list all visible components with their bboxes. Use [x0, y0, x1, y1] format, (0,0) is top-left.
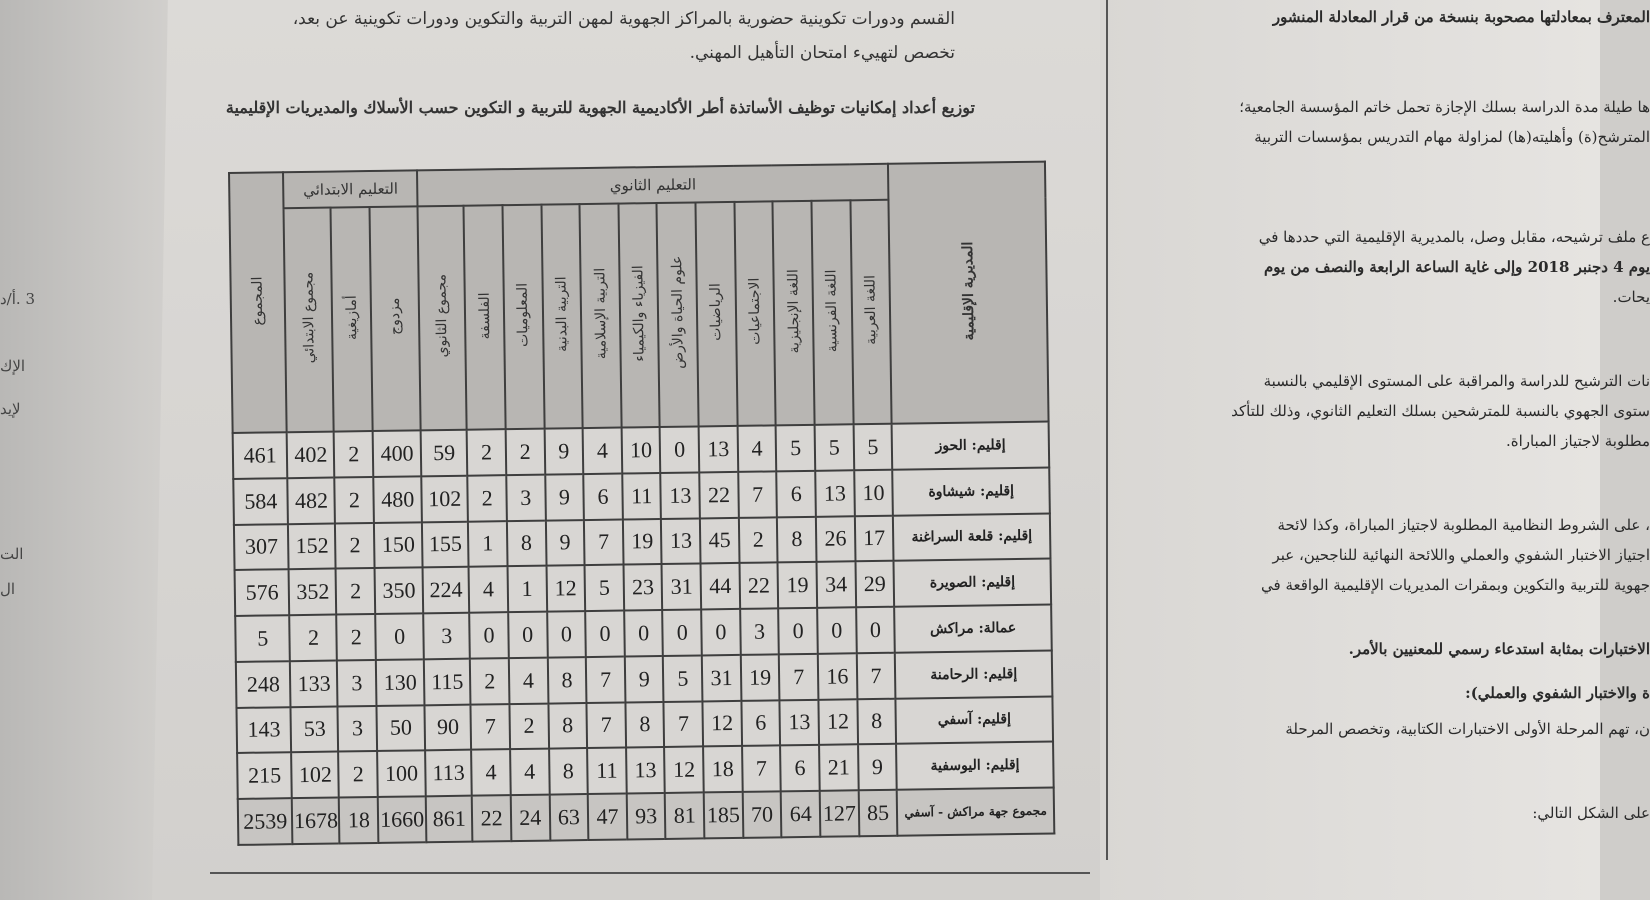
- table-cell: 8: [548, 703, 587, 749]
- table-cell: 2: [467, 429, 506, 475]
- table-cell: 4: [509, 657, 548, 703]
- table-cell: 350: [375, 568, 424, 614]
- table-cell: 5: [776, 425, 815, 471]
- table-cell: 12: [665, 747, 704, 793]
- table-cell: 21: [819, 745, 858, 791]
- subject-header: التربية الإسلامية: [580, 204, 622, 429]
- table-cell: 0: [856, 607, 895, 653]
- right-line: ستوى الجهوي بالنسبة للمترشحين بسلك التعليم الثانوي، وذلك للتأكد: [1231, 402, 1650, 420]
- table-cell: 0: [779, 608, 818, 654]
- header-secondary: التعليم الثانوي: [417, 164, 889, 207]
- table-cell: 2: [334, 431, 373, 477]
- table-cell: 5: [853, 424, 892, 470]
- table-cell: 22: [472, 795, 511, 841]
- table-cell: 17: [855, 515, 894, 561]
- data-table: [228, 161, 1055, 846]
- table-cell: 16: [818, 653, 857, 699]
- table-cell: 31: [662, 564, 701, 610]
- table-cell: 0: [508, 612, 547, 658]
- table-cell: 133: [290, 660, 338, 706]
- directorate-name: إقليم: الرحامنة: [895, 650, 1052, 698]
- table-cell: 10: [621, 427, 660, 473]
- left-fragment: 3 .أ/د: [0, 290, 35, 308]
- table-cell: 18: [703, 746, 742, 792]
- table-cell: 13: [815, 470, 854, 516]
- table-cell: 13: [780, 699, 819, 745]
- table-cell: 22: [739, 563, 778, 609]
- table-cell: 2: [470, 658, 509, 704]
- table-cell: 150: [374, 522, 423, 568]
- table-cell: 0: [701, 609, 740, 655]
- table-cell: 11: [622, 473, 661, 519]
- table-cell: 584: [233, 478, 288, 525]
- table-cell: 11: [587, 748, 626, 794]
- table-cell: 24: [511, 795, 550, 841]
- subject-header: التربية البدنية: [541, 204, 583, 429]
- table-cell: 352: [289, 569, 337, 615]
- right-line: على الشكل التالي:: [1532, 804, 1650, 822]
- table-cell: 50: [377, 705, 426, 751]
- right-line: جهوية للتربية والتكوين وبمقرات المديريات الإقليمية الواقعة في: [1261, 576, 1650, 594]
- right-line: اجتياز الاختبار الشفوي والعملي واللائحة النهائية للناجحين، عبر: [1272, 546, 1650, 564]
- table-cell: 7: [586, 656, 625, 702]
- table-cell: 8: [547, 657, 586, 703]
- column-divider: [1106, 0, 1108, 860]
- table-cell: 13: [626, 747, 665, 793]
- right-line: يوم 4 دجنبر 2018 وإلى غاية الساعة الرابعة والنصف من يوم: [1263, 258, 1650, 276]
- table-cell: 7: [584, 519, 623, 565]
- table-cell: 1: [507, 566, 546, 612]
- table-cell: 224: [423, 567, 470, 613]
- table-cell: 47: [588, 794, 627, 840]
- table-cell: 0: [375, 613, 424, 659]
- subject-header: الفلسفة: [464, 205, 506, 430]
- directorate-name: إقليم: قلعة السراغنة: [893, 513, 1050, 561]
- table-cell: 8: [857, 698, 896, 744]
- table-cell: 2: [339, 751, 378, 797]
- table-cell: 18: [339, 797, 378, 843]
- table-cell: 9: [545, 474, 584, 520]
- table-cell: 102: [421, 475, 468, 521]
- right-line: ع ملف ترشيحه، مقابل وصل، بالمديرية الإقليمية التي حددها في: [1258, 228, 1650, 246]
- table-cell: 0: [547, 611, 586, 657]
- table-cell: 2: [509, 703, 548, 749]
- intro-line: القسم ودورات تكوينية حضورية بالمراكز الجهوية لمهن التربية والتكوين ودورات تكوينية عن بعد،: [292, 9, 955, 29]
- table-cell: 0: [469, 612, 508, 658]
- table-cell: 8: [777, 516, 816, 562]
- table-cell: 19: [741, 654, 780, 700]
- table-cell: 19: [623, 519, 662, 565]
- table-cell: 70: [742, 791, 781, 837]
- directorate-name: إقليم: الصويرة: [894, 559, 1051, 607]
- table-cell: 13: [661, 518, 700, 564]
- table-cell: 0: [663, 609, 702, 655]
- table-cell: 2: [290, 615, 338, 661]
- table-cell: 22: [699, 472, 738, 518]
- table-cell: 2: [335, 523, 374, 569]
- subject-header: مجموع الثانوي: [418, 206, 467, 431]
- header-directorate: المديرية الإقليمية: [888, 162, 1048, 424]
- left-fragment: الإك: [0, 357, 26, 375]
- table-cell: 5: [235, 615, 290, 662]
- table-cell: 3: [740, 608, 779, 654]
- table-cell: 31: [702, 655, 741, 701]
- left-fragment: ال: [0, 580, 16, 598]
- table-cell: 2: [506, 429, 545, 475]
- table-cell: 0: [585, 611, 624, 657]
- table-cell: 12: [818, 699, 857, 745]
- table-cell: 4: [510, 749, 549, 795]
- recruitment-table: [228, 161, 1055, 846]
- table-cell: 4: [737, 425, 776, 471]
- table-cell: 115: [424, 658, 471, 704]
- table-cell: 4: [583, 428, 622, 474]
- table-cell: 130: [376, 659, 425, 705]
- subject-header: اللغة الفرنسية: [811, 200, 853, 425]
- table-cell: 64: [781, 791, 820, 837]
- table-cell: 3: [337, 660, 376, 706]
- left-fragment: الت: [0, 545, 24, 563]
- table-cell: 1: [468, 521, 507, 567]
- table-cell: 29: [855, 561, 894, 607]
- table-cell: 102: [292, 752, 340, 798]
- table-cell: 127: [820, 790, 859, 836]
- table-cell: 215: [237, 753, 292, 800]
- table-cell: 6: [741, 700, 780, 746]
- bottom-rule: [210, 872, 1090, 874]
- table-cell: 7: [664, 701, 703, 747]
- table-cell: 4: [469, 566, 508, 612]
- table-cell: 248: [236, 661, 291, 708]
- table-cell: 8: [625, 702, 664, 748]
- table-cell: 53: [291, 706, 339, 752]
- table-cell: 1660: [378, 796, 427, 843]
- table-cell: 93: [627, 793, 666, 839]
- right-line: مطلوبة لاجتياز المباراة.: [1505, 432, 1650, 450]
- directorate-name: إقليم: شيشاوة: [893, 467, 1050, 515]
- table-cell: 861: [426, 796, 473, 843]
- header-primary: التعليم الابتدائي: [283, 170, 417, 208]
- table-cell: 9: [625, 656, 664, 702]
- table-cell: 3: [423, 613, 470, 659]
- table-cell: 8: [507, 520, 546, 566]
- table-cell: 13: [661, 472, 700, 518]
- table-cell: 7: [587, 702, 626, 748]
- subject-header: مزدوج: [370, 206, 421, 431]
- table-cell: 7: [779, 654, 818, 700]
- table-cell: 7: [738, 471, 777, 517]
- table-cell: 2: [739, 517, 778, 563]
- table-cell: 3: [338, 706, 377, 752]
- table-cell: 90: [425, 704, 472, 750]
- table-cell: 5: [815, 424, 854, 470]
- subject-header: الاجتماعيات: [734, 201, 776, 426]
- right-line: ، على الشروط النظامية المطلوبة لاجتياز المباراة، وكذا لائحة: [1277, 516, 1650, 534]
- table-cell: 155: [422, 521, 469, 567]
- subject-header: اللغة العربية: [850, 200, 892, 425]
- subject-header: مجموع الابتدائي: [284, 208, 334, 433]
- table-cell: 63: [549, 794, 588, 840]
- table-cell: 23: [623, 564, 662, 610]
- table-cell: 307: [234, 524, 289, 571]
- table-cell: 10: [854, 470, 893, 516]
- table-cell: 12: [546, 565, 585, 611]
- table-cell: 152: [288, 523, 336, 569]
- right-column-text: [1198, 0, 1650, 880]
- table-cell: 6: [780, 745, 819, 791]
- table-cell: 81: [665, 793, 704, 839]
- table-caption: توزيع أعداد إمكانيات توظيف الأساتذة أطر الأكاديمية الجهوية للتربية و التكوين حسب الأسلاك والمديريات الإقليمية: [225, 98, 975, 117]
- right-line: يحات.: [1612, 288, 1650, 306]
- directorate-name: مجموع جهة مراكش - آسفي: [897, 788, 1054, 836]
- table-cell: 26: [816, 516, 855, 562]
- left-fragment: لإيد: [0, 400, 21, 418]
- table-cell: 19: [778, 562, 817, 608]
- table-cell: 85: [858, 790, 897, 836]
- table-cell: 34: [817, 562, 856, 608]
- table-cell: 1678: [292, 798, 340, 845]
- table-cell: 12: [703, 700, 742, 746]
- table-cell: 480: [373, 476, 422, 522]
- table-cell: 5: [585, 565, 624, 611]
- table-cell: 482: [288, 477, 336, 523]
- subject-header: أمازيغية: [331, 207, 373, 432]
- right-line: نات الترشيح للدراسة والمراقبة على المستوى الإقليمي بالنسبة: [1263, 372, 1650, 390]
- right-line: المعترف بمعادلتها مصحوبة بنسخة من قرار المعادلة المنشور: [1272, 8, 1650, 26]
- directorate-name: عمالة: مراكش: [894, 605, 1051, 653]
- table-cell: 8: [549, 748, 588, 794]
- directorate-name: إقليم: اليوسفية: [896, 742, 1053, 790]
- directorate-name: إقليم: الحوز: [892, 422, 1049, 470]
- table-cell: 6: [583, 473, 622, 519]
- table-cell: 100: [377, 751, 426, 797]
- table-cell: 2539: [238, 798, 293, 845]
- subject-header: المعلوميات: [502, 205, 544, 430]
- directorate-name: إقليم: آسفي: [896, 696, 1053, 744]
- subject-header: الرياضيات: [696, 202, 738, 427]
- table-cell: 4: [471, 749, 510, 795]
- table-cell: 402: [287, 432, 335, 478]
- table-cell: 5: [663, 655, 702, 701]
- table-cell: 0: [660, 426, 699, 472]
- subject-header: علوم الحياة والأرض: [657, 202, 699, 427]
- table-cell: 13: [699, 426, 738, 472]
- table-cell: 3: [506, 474, 545, 520]
- table-cell: 45: [700, 517, 739, 563]
- right-line: المترشح(ة) وأهليته(ها) لمزاولة مهام التدريس بمؤسسات التربية: [1254, 128, 1650, 146]
- intro-line: تخصص لتهييء امتحان التأهيل المهني.: [689, 43, 955, 63]
- table-cell: 576: [235, 569, 290, 616]
- right-line: ها طيلة مدة الدراسة بسلك الإجازة تحمل خاتم المؤسسة الجامعية؛: [1239, 98, 1650, 116]
- table-cell: 113: [425, 750, 472, 796]
- table-cell: 6: [777, 471, 816, 517]
- intro-paragraph: [255, 2, 955, 70]
- subject-header: اللغة الإنجليزية: [773, 201, 815, 426]
- table-cell: 185: [704, 792, 743, 838]
- table-cell: 2: [337, 614, 376, 660]
- right-line: ة والاختبار الشفوي والعملي):: [1465, 684, 1650, 702]
- subject-header: الفيزياء والكيمياء: [618, 203, 660, 428]
- table-cell: 400: [373, 430, 422, 476]
- table-cell: 44: [701, 563, 740, 609]
- header-total: المجموع: [229, 172, 287, 433]
- table-cell: 0: [624, 610, 663, 656]
- right-line: الاختبارات بمثابة استدعاء رسمي للمعنيين بالأمر.: [1348, 640, 1650, 658]
- table-cell: 2: [468, 475, 507, 521]
- table-cell: 9: [545, 520, 584, 566]
- table-cell: 0: [817, 607, 856, 653]
- table-cell: 7: [856, 653, 895, 699]
- table-cell: 7: [742, 746, 781, 792]
- table-cell: 461: [233, 432, 288, 479]
- table-cell: 143: [236, 707, 291, 754]
- table-cell: 9: [544, 428, 583, 474]
- table-cell: 59: [421, 430, 468, 476]
- table-cell: 9: [858, 744, 897, 790]
- right-line: ن، تهم المرحلة الأولى الاختبارات الكتابية، وتخصص المرحلة: [1285, 720, 1650, 738]
- table-cell: 7: [471, 704, 510, 750]
- table-cell: 2: [335, 477, 374, 523]
- table-cell: 2: [336, 568, 375, 614]
